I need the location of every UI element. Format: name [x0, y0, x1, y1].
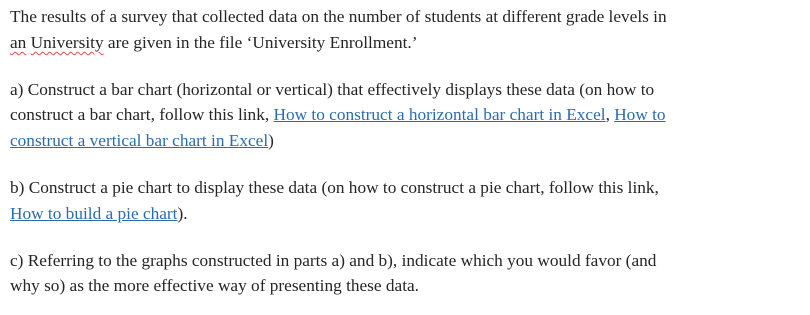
link-vertical-bar-chart-part1[interactable]: How to [614, 105, 666, 124]
intro-line-2-rest: are given in the file ‘University Enrollment.’ [103, 33, 418, 52]
part-a-line-2-text: construct a bar chart, follow this link, [10, 105, 274, 124]
part-a-close: ) [268, 131, 274, 150]
part-a-separator: , [605, 105, 615, 124]
part-a-line-3 [10, 131, 274, 151]
intro-line-1: The results of a survey that collected data on the number of students at different grade levels in [10, 7, 667, 26]
link-pie-chart[interactable]: How to build a pie chart [10, 204, 178, 223]
link-horizontal-bar-chart[interactable]: How to construct a horizontal bar chart in Excel [273, 105, 606, 124]
part-b-line-2 [10, 204, 188, 224]
link-vertical-bar-chart-part2[interactable]: construct a vertical bar chart in Excel [10, 131, 269, 150]
part-c-line-1: c) Referring to the graphs constructed in parts a) and b), indicate which you would favor (and [10, 251, 657, 270]
part-c-line-2: why so) as the more effective way of presenting these data. [10, 276, 420, 295]
intro-word-an: an [10, 33, 27, 52]
part-b-close: ). [177, 204, 188, 223]
intro-line-2 [10, 33, 417, 53]
part-a-line-2 [10, 105, 666, 125]
part-b-line-1: b) Construct a pie chart to display these data (on how to construct a pie chart, follow this link, [10, 178, 659, 197]
part-a-line-1: a) Construct a bar chart (horizontal or vertical) that effectively displays these data (on how to [10, 80, 655, 99]
intro-word-university: University [30, 33, 104, 52]
